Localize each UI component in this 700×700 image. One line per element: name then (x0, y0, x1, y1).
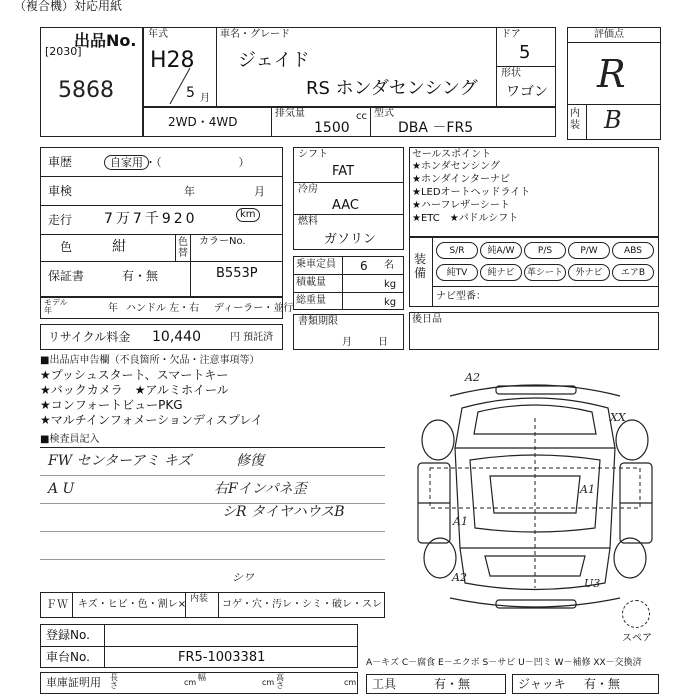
cert-unit-3: cm (344, 678, 357, 687)
equipment-item: P/W (568, 242, 610, 259)
capacity-unit: 名 (384, 260, 394, 271)
car-grade: RS ホンダセンシング (306, 78, 478, 99)
recycle-value: 10,440 (152, 329, 201, 345)
diagram-mark-a2-rear: A2 (452, 571, 467, 584)
equipment-item: S/R (436, 242, 478, 259)
fuel-value: ガソリン (324, 232, 377, 247)
lot-number: 5868 (58, 78, 114, 103)
garage-cert-label: 車庫証明用 (46, 676, 101, 689)
color-change-label: 色替 (178, 237, 188, 259)
fw-options: キズ・ヒビ・色・割レ× (78, 599, 187, 610)
equipment-item: ABS (612, 242, 654, 259)
diagram-mark-xx: XX (610, 411, 626, 424)
displacement-value: 1500 (314, 120, 350, 136)
displacement-unit: cc (356, 111, 367, 122)
history-value: 自家用 (104, 155, 149, 170)
inspector-note-1: FW センターアミ キズ (48, 453, 192, 469)
fw-label: ＦＷ (46, 598, 68, 611)
sales-point-item: ★LEDオートヘッドライト (412, 187, 531, 198)
registration-label: 登録No. (46, 628, 90, 642)
interior-label: 内装 (570, 108, 580, 131)
tools-value: 有・無 (434, 677, 471, 691)
recycle-label: リサイクル料金 (48, 330, 131, 344)
spare-label: スペア (622, 633, 652, 644)
diagram-mark-a1-left: A1 (453, 515, 468, 528)
body-shape-value: ワゴン (506, 84, 548, 100)
capacity-label: 乗車定員 (296, 259, 336, 270)
inspection-label: 車検 (48, 184, 73, 198)
cert-unit-1: cm (184, 678, 197, 687)
inspector-label: ■検査員記入 (40, 434, 100, 445)
sales-point-item: ★ETC ★パドルシフト (412, 213, 519, 224)
sales-point-item: ★ホンダセンシング (412, 161, 500, 172)
spare-tire-icon (622, 600, 650, 628)
doc-expiry-day: 日 (378, 337, 388, 348)
seller-notes-label: ■出品店申告欄（不良箇所・欠品・注意事項等） (40, 355, 260, 366)
doors-value: 5 (519, 42, 531, 63)
year-value: H28 (150, 48, 195, 73)
lot-label: 出品No. (74, 31, 137, 50)
fuel-label: 燃料 (298, 216, 318, 227)
mileage-label: 走行 (48, 213, 73, 227)
inspection-month: 月 (254, 185, 265, 198)
jack-label: ジャッキ (518, 677, 566, 691)
damage-interior-label: 内装 (190, 594, 209, 604)
mileage-value: 7万7千920 (104, 211, 198, 227)
warranty-value: 有・無 (122, 269, 159, 283)
inspector-note-4: 右Fインパネ歪 (214, 481, 307, 497)
cert-width: 幅 (198, 673, 206, 682)
color-code-value: B553P (216, 266, 258, 281)
body-shape-label: 形状 (501, 68, 521, 79)
inspection-year: 年 (184, 185, 195, 198)
navi-model-label: ナビ型番： (436, 291, 486, 302)
year-month-unit: 月 (200, 93, 210, 104)
diagram-mark-u3: U3 (584, 577, 601, 590)
retrofit-box (409, 312, 659, 350)
gross-label: 総重量 (296, 295, 326, 306)
diagram-mark-a1-right: A1 (580, 483, 595, 496)
chassis-label: 車台No. (46, 650, 90, 664)
year-label: 年式 (148, 29, 168, 40)
doors-label: ドア (501, 29, 521, 40)
inspector-note-3: A U (48, 481, 75, 497)
shift-label: シフト (298, 149, 328, 160)
equipment-label: 装備 (414, 252, 427, 280)
lot-code: [2030] (45, 45, 82, 58)
load-label: 積載量 (296, 277, 326, 288)
displacement-label: 排気量 (275, 108, 305, 119)
seller-note-item: ★マルチインフォメーションディスプレイ (40, 413, 263, 427)
seller-note-item: ★バックカメラ ★アルミホイール (40, 383, 229, 397)
sales-points-label: セールスポイント (412, 149, 492, 160)
year-month: 5 (186, 85, 195, 101)
retrofit-label: 後日品 (412, 314, 442, 325)
cert-height: 高さ (276, 673, 284, 690)
inspector-note-2: 修復 (236, 453, 264, 469)
car-diagram (410, 368, 660, 618)
sales-point-item: ★ホンダインターナビ (412, 174, 510, 185)
doc-expiry-label: 書類期限 (298, 316, 338, 327)
damage-interior-options: コゲ・穴・汚レ・シミ・破レ・スレ (222, 599, 382, 610)
seller-note-item: ★コンフォートビューPKG (40, 398, 183, 412)
history-rest: ・（ ） (145, 156, 250, 169)
recycle-unit: 円 預託済 (230, 332, 274, 343)
jack-value: 有・無 (584, 677, 621, 691)
cert-unit-2: cm (262, 678, 275, 687)
rating-label: 評価点 (594, 29, 624, 40)
equipment-item: 純ナビ (480, 264, 522, 281)
mileage-unit: km (236, 208, 260, 222)
inspector-note-5: シR タイヤハウスB (222, 504, 345, 520)
form-header-note: （複合機）対応用紙 (14, 0, 123, 13)
color-code-label: カラーNo. (199, 236, 246, 247)
interior-value: B (604, 106, 622, 134)
equipment-item: 革シート (524, 264, 566, 281)
dealer-option: ディーラー・並行 (214, 303, 294, 314)
load-unit: kg (384, 279, 397, 290)
chassis-value: FR5-1003381 (178, 650, 266, 665)
gross-unit: kg (384, 297, 397, 308)
doc-expiry-month: 月 (342, 337, 352, 348)
color-value: 紺 (112, 239, 126, 255)
model-year-unit: 年 (108, 303, 118, 314)
capacity-value: 6 (360, 259, 368, 273)
warranty-label: 保証書 (48, 269, 85, 283)
seller-note-item: ★プッシュスタート、スマートキー (40, 368, 229, 382)
diagram-mark-a2-front: A2 (465, 371, 480, 384)
cert-length: 長さ (110, 673, 118, 690)
color-label: 色 (60, 240, 73, 254)
shift-value: FAT (332, 164, 355, 179)
equipment-item: エアB (612, 264, 654, 281)
rating-score: R (597, 52, 626, 96)
aircon-label: 冷房 (298, 184, 318, 195)
equipment-item: P/S (524, 242, 566, 259)
model-value: DBA －FR5 (398, 120, 474, 136)
sales-point-item: ★ハーフレザーシート (412, 200, 510, 211)
handle-option: ハンドル 左・右 (126, 303, 200, 314)
equipment-item: 純TV (436, 264, 478, 281)
damage-mark: シワ (232, 571, 254, 584)
car-name: ジェイド (238, 50, 310, 71)
year-slash (160, 66, 200, 106)
equipment-item: 外ナビ (568, 264, 610, 281)
damage-legend: A－キズ C－腐食 E－エクボ S－サビ U－凹ミ W－補修 XX－交換済 (366, 658, 642, 668)
aircon-value: AAC (332, 198, 359, 213)
history-label: 車歴 (48, 155, 73, 169)
equipment-item: 純A/W (480, 242, 522, 259)
car-label: 車名・グレード (220, 29, 290, 40)
drive-options: 2WD・4WD (168, 115, 238, 129)
tools-label: 工具 (372, 677, 397, 691)
model-label: 型式 (374, 108, 394, 119)
model-year-label: モデル年 (44, 298, 68, 315)
